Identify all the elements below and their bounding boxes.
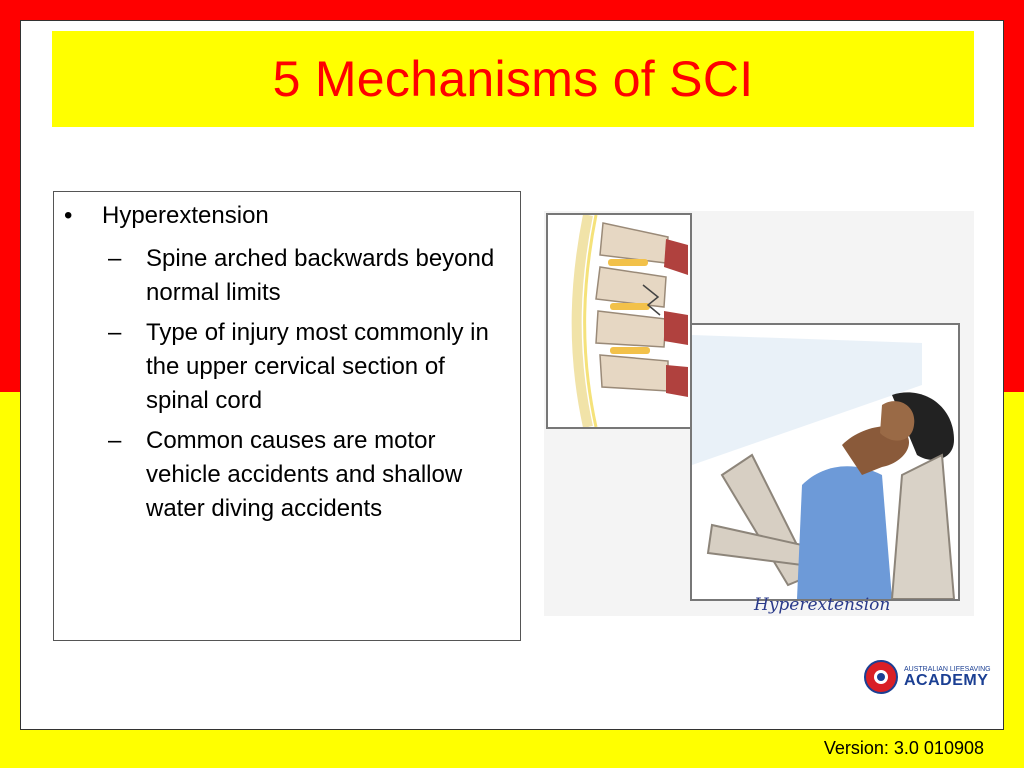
dash-icon: – [108,245,122,272]
sub-bullet-list [108,242,508,532]
sub-bullet [108,316,508,418]
dash-icon: – [108,319,122,346]
content-textbox [53,191,521,641]
hyperextension-illustration [544,211,974,616]
person-icon [692,325,958,599]
version-label: Version: 3.0 010908 [823,738,984,758]
spine-inset-image [546,213,692,429]
dash-icon: – [108,427,122,454]
sub-bullet [108,424,508,526]
vertebrae-icon [548,215,690,427]
title-band [52,31,974,127]
sub-bullet-text: Spine arched backwards beyond normal limits [146,245,495,306]
main-bullet-text: Hyperextension [102,202,269,229]
sub-bullet [108,242,508,310]
slide-title: 5 Mechanisms of SCI [272,51,754,107]
sub-bullet-text: Type of injury most commonly in the upper cervical section of spinal cord [146,319,489,414]
logo-text [904,666,991,689]
academy-logo [864,660,991,694]
sub-bullet-text: Common causes are motor vehicle accidents and shallow water diving accidents [146,427,463,522]
slide [20,20,1004,730]
driver-whiplash-image [690,323,960,601]
logo-line1: AUSTRALIAN LIFESAVING [904,665,991,673]
bullet-icon: • [64,202,73,229]
illustration-caption: Hyperextension [754,595,891,615]
lifesaving-badge-icon [864,660,898,694]
logo-line2: ACADEMY [904,671,989,689]
main-bullet [64,202,269,230]
